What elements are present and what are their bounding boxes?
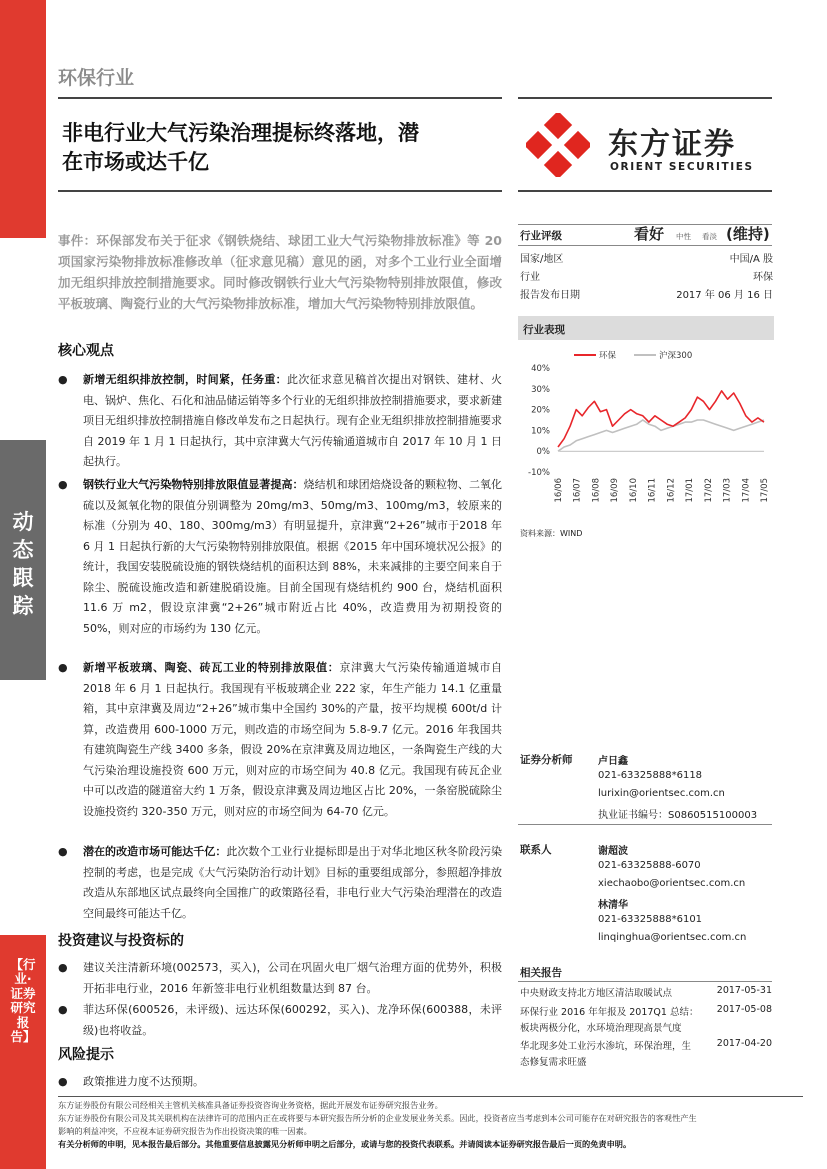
contact-2-email[interactable]: linqinghua@orientsec.com.cn bbox=[598, 932, 747, 943]
x-tick-label: 16/07 bbox=[572, 478, 583, 503]
header-rule-top-right bbox=[518, 97, 772, 99]
page-title bbox=[62, 119, 502, 177]
event-summary: 事件：环保部发布关于征求《钢铁烧结、球团工业大气污染物排放标准》等 20 项国家污染物排放标准修改单（征求意见稿）意见的函，对多个工业行业全面增加无组织排放控制措施要求。同时修改钢铁行业大气污染物特别排放限值，修改平板玻璃、陶瓷行业的大气污染物排放标准，增加大气污染物特别排放限值。 bbox=[58, 233, 502, 311]
x-tick-label: 17/02 bbox=[703, 478, 714, 503]
core-bullet-4 bbox=[58, 842, 502, 924]
core-bullet-1 bbox=[58, 370, 502, 473]
risk-bullet-1-text: 政策推进力度不达预期。 bbox=[83, 1075, 204, 1088]
x-tick-label: 16/11 bbox=[647, 478, 658, 503]
related-item-1-date: 2017-05-31 bbox=[716, 985, 772, 996]
contact-2-name: 林清华 bbox=[598, 900, 628, 911]
bullet-dot-icon: ● bbox=[58, 661, 68, 674]
related-item-2[interactable]: 环保行业 2016 年年报及 2017Q1 总结： bbox=[520, 1007, 699, 1018]
bullet-dot-icon: ● bbox=[58, 845, 68, 858]
bullet-1-bold: 新增无组织排放控制，时间紧，任务重： bbox=[83, 373, 287, 386]
chart-title: 行业表现 bbox=[523, 324, 565, 336]
sidebar-label-dynamic: 动态跟踪 bbox=[12, 510, 34, 618]
bullet-4-text: 此次数个工业行业提标即是出于对华北地区秋冬阶段污染控制的考虑，也是完成《大气污染防治行动计划》目标的重要组成部分，参照超净排放改造从东部地区试点最终向全国推广的政策路径看，非电行业大气污染治理潜在的改造空间最终可能达千亿。 bbox=[83, 845, 503, 920]
rating-row-industry-value: 环保 bbox=[753, 272, 773, 283]
bullet-dot-icon: ● bbox=[58, 961, 68, 974]
rating-row-region-key: 国家/地区 bbox=[520, 254, 564, 265]
rating-row-region-value: 中国/A 股 bbox=[729, 254, 773, 265]
rating-row-industry-key: 行业 bbox=[520, 272, 540, 283]
logo-en: ORIENT SECURITIES bbox=[610, 161, 754, 173]
invest-heading: 投资建议与投资标的 bbox=[58, 933, 184, 949]
risk-heading: 风险提示 bbox=[58, 1047, 114, 1063]
analyst-rule bbox=[518, 824, 772, 825]
chart-source: 资料来源：WIND bbox=[520, 529, 583, 538]
related-item-3[interactable]: 华北现多处工业污水渗坑，环保治理，生 bbox=[520, 1041, 692, 1052]
footer-rule bbox=[58, 1096, 803, 1097]
analyst-cert: 执业证书编号：S0860515100003 bbox=[598, 810, 758, 821]
legend-label-1: 沪深300 bbox=[659, 351, 693, 361]
invest-bullet-1-text: 建议关注清新环境(002573，买入)，公司在巩固火电厂烟气治理方面的优势外，积极开拓非电行业，2016 年新签非电行业机组数量达到 87 台。 bbox=[83, 961, 502, 995]
bullet-3-bold: 新增平板玻璃、陶瓷、砖瓦工业的特别排放限值： bbox=[83, 661, 340, 674]
core-bullet-2 bbox=[58, 475, 502, 639]
bullet-4-bold: 潜在的改造市场可能达千亿： bbox=[83, 845, 227, 858]
header-rule-top bbox=[58, 97, 502, 99]
header-rule-bottom bbox=[58, 190, 502, 192]
logo-mark-icon bbox=[526, 113, 590, 177]
rating-value: 看好 bbox=[634, 225, 665, 243]
x-tick-label: 16/09 bbox=[610, 478, 621, 503]
analyst-phone: 021-63325888*6118 bbox=[598, 770, 703, 781]
title-line-1: 非电行业大气污染治理提标终落地，潜 bbox=[62, 121, 419, 145]
sidebar-label-report: 【行业·证券研究报告】 bbox=[10, 957, 36, 1045]
industry-performance-chart bbox=[518, 344, 774, 524]
bullet-dot-icon: ● bbox=[58, 1003, 68, 1016]
related-item-3-cont[interactable]: 态修复需求旺盛 bbox=[520, 1057, 587, 1068]
header-rule-bottom-right bbox=[518, 190, 772, 192]
legend-label-0: 环保 bbox=[599, 351, 617, 361]
x-tick-label: 16/12 bbox=[666, 478, 677, 503]
y-tick-label: 20% bbox=[531, 405, 550, 416]
rating-rule bbox=[518, 245, 772, 246]
y-tick-label: -10% bbox=[528, 468, 550, 478]
risk-bullet-1 bbox=[58, 1072, 502, 1093]
y-tick-label: 0% bbox=[536, 447, 550, 458]
footer-line-3: 影响的利益冲突，不应视本证券研究报告为作出投资决策的唯一因素。 bbox=[58, 1126, 312, 1136]
related-item-3-date: 2017-04-20 bbox=[716, 1038, 772, 1049]
bullet-2-bold: 钢铁行业大气污染物特别排放限值显著提高： bbox=[83, 478, 304, 491]
sector-label: 环保行业 bbox=[58, 67, 135, 89]
x-tick-label: 17/04 bbox=[741, 478, 752, 503]
y-tick-label: 30% bbox=[531, 384, 550, 395]
x-tick-label: 17/05 bbox=[760, 478, 770, 503]
x-tick-label: 16/10 bbox=[628, 478, 639, 503]
related-item-2-date: 2017-05-08 bbox=[716, 1004, 772, 1015]
bullet-dot-icon: ● bbox=[58, 478, 68, 491]
series-line-沪深300 bbox=[558, 420, 764, 451]
invest-bullet-2-text: 菲达环保(600526，未评级)、远达环保(600292，买入)、龙净环保(600388，未评级)也将收益。 bbox=[83, 1003, 502, 1037]
bullet-dot-icon: ● bbox=[58, 373, 68, 386]
related-item-1[interactable]: 中央财政支持北方地区清洁取暖试点 bbox=[520, 988, 673, 999]
y-tick-label: 10% bbox=[531, 426, 550, 437]
rating-label: 行业评级 bbox=[520, 230, 562, 242]
series-line-环保 bbox=[558, 391, 764, 447]
analyst-email[interactable]: lurixin@orientsec.com.cn bbox=[598, 788, 725, 799]
contact-label: 联系人 bbox=[520, 844, 552, 856]
invest-bullet-1 bbox=[58, 958, 502, 999]
rating-option-bearish: 看淡 bbox=[702, 232, 717, 241]
footer-line-2: 东方证券股份有限公司及其关联机构在法律许可的范围内正在或将要与本研究报告所分析的企业发展业务关系。因此，投资者应当考虑到本公司可能存在对研究报告的客观性产生 bbox=[58, 1113, 697, 1123]
related-heading: 相关报告 bbox=[520, 967, 562, 979]
invest-bullet-2 bbox=[58, 1000, 502, 1041]
footer-line-4: 有关分析师的申明，见本报告最后部分。其他重要信息披露见分析师申明之后部分，或请与您的投资代表联系。并请阅读本证券研究报告最后一页的免责申明。 bbox=[58, 1139, 632, 1149]
y-tick-label: 40% bbox=[531, 364, 550, 374]
bullet-dot-icon: ● bbox=[58, 1075, 68, 1088]
related-rule bbox=[518, 981, 772, 982]
analyst-name: 卢日鑫 bbox=[598, 756, 628, 767]
logo-cn: 东方证券 bbox=[608, 127, 736, 162]
x-tick-label: 16/08 bbox=[591, 478, 602, 503]
company-logo bbox=[526, 113, 776, 177]
contact-2-phone: 021-63325888*6101 bbox=[598, 914, 703, 925]
rating-row-date-key: 报告发布日期 bbox=[520, 290, 580, 301]
contact-1-email[interactable]: xiechaobo@orientsec.com.cn bbox=[598, 878, 746, 889]
sidebar-top-red bbox=[0, 0, 46, 238]
core-heading: 核心观点 bbox=[58, 343, 114, 359]
bullet-3-text: 京津冀大气污染传输通道城市自2018 年 6 月 1 日起执行。我国现有平板玻璃企业 222 家，年生产能力 14.1 亿重量箱，其中京津冀及周边“2+26”城市集中全国约 30%的产量，按平均规模 600t/d 计算，改造费用 600-1000 万元，则改造的市场空间为 5.8-9.7 亿元。2016 年我国共有建筑陶瓷生产线 3400 多条，假设 20%在京津冀及周边地区，一条陶瓷生产线的大气污染治理设施投资 600 万元，则对应的市场空间为 40.8 亿元。我国现有砖瓦企业中可以改造的隧道窑大约 1 万条，假设京津冀及周边地区占比 20%，一条窑脱硫除尘设施投资约 320-350 万元，则对应的市场空间为 64-70 亿元。 bbox=[83, 661, 503, 818]
contact-1-phone: 021-63325888-6070 bbox=[598, 860, 701, 871]
bullet-1-text: 此次征求意见稿首次提出对钢铁、建材、火电、锅炉、焦化、石化和油品储运销等多个行业的无组织排放控制措施要求，要求新建项目无组织排放控制措施自修改单发布之日起执行。现有企业无组织排放控制措施要求自 2019 年 1 月 1 日起执行，其中京津冀大气污传输通道城市自 2017 年 10 月 1 日起执行。 bbox=[83, 373, 502, 468]
title-line-2: 在市场或达千亿 bbox=[62, 150, 209, 174]
x-tick-label: 17/03 bbox=[722, 478, 733, 503]
x-tick-label: 17/01 bbox=[685, 478, 696, 503]
footer-line-1: 东方证券股份有限公司经相关主管机关核准具备证券投资咨询业务资格，据此开展发布证券研究报告业务。 bbox=[58, 1100, 443, 1110]
x-tick-label: 16/06 bbox=[554, 478, 564, 503]
core-bullet-3 bbox=[58, 658, 502, 822]
bullet-2-text: 烧结机和球团焙烧设备的颗粒物、二氧化硫以及氮氧化物的限值分别调整为 20mg/m3、50mg/m3、100mg/m3，较原来的标准（分别为 40、180、300mg/m3）有明显提升，京津冀“2+26”城市于2018 年 6 月 1 日起执行新的大气污染物特别排放限值。根据《2015 年中国环境状况公报》的统计，我国安装脱硫设施的钢铁烧结机的面积达到 88%，未来减排的主要空间来自于除尘、脱硫设施改造和新建脱硝设施。目前全国现有烧结机约 900 台，烧结机面积 11.6 万 m2，假设京津冀“2+26”城市附近占比 40%，改造费用为初期投资的 50%，则对应的市场约为 130 亿元。 bbox=[83, 478, 503, 635]
rating-row-date-value: 2017 年 06 月 16 日 bbox=[676, 290, 773, 301]
footer-disclaimer bbox=[58, 1099, 803, 1151]
rating-status: (维持) bbox=[726, 225, 770, 243]
related-item-2-cont[interactable]: 板块两极分化，水环境治理现高景气度 bbox=[520, 1023, 682, 1034]
rating-option-neutral: 中性 bbox=[676, 232, 691, 241]
analyst-label: 证券分析师 bbox=[520, 754, 573, 766]
contact-1-name: 谢超波 bbox=[598, 846, 628, 857]
